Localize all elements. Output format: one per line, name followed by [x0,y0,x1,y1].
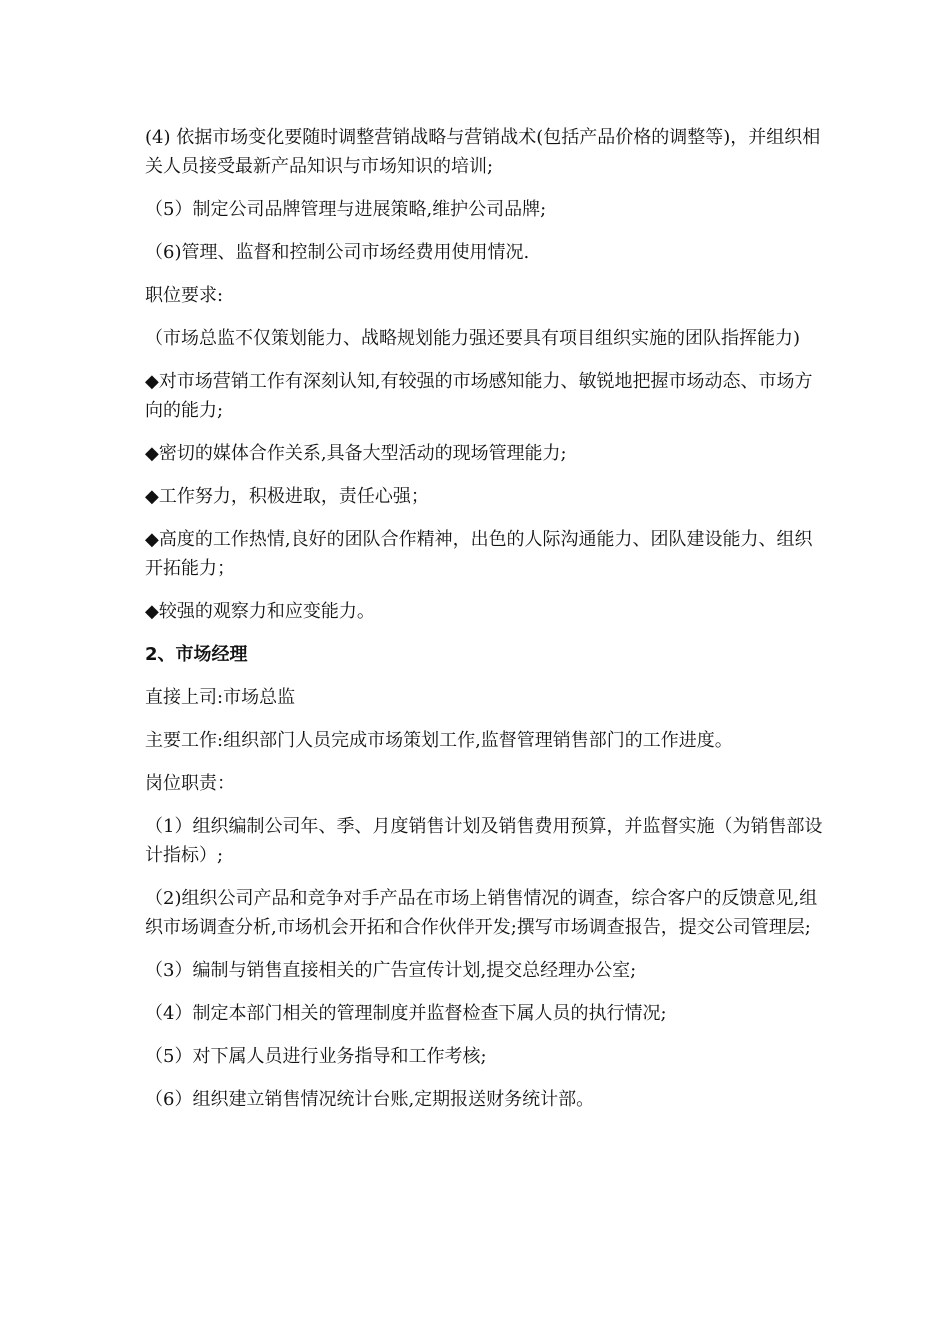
paragraph-requirements-label: 职位要求: [145,285,224,306]
bullet-item-4: ◆高度的工作热情,良好的团队合作精神，出色的人际沟通能力、团队建设能力、组织开拓能力； [145,529,813,579]
paragraph-main-work: 主要工作:组织部门人员完成市场策划工作,监督管理销售部门的工作进度。 [145,730,733,751]
paragraph-manager-duty-6: （6）组织建立销售情况统计台账,定期报送财务统计部。 [145,1089,595,1110]
paragraph-duty-6: （6)管理、监督和控制公司市场经费用使用情况. [145,242,530,263]
bullet-item-5: ◆较强的观察力和应变能力。 [145,601,375,622]
paragraph-manager-duty-1: （1）组织编制公司年、季、月度销售计划及销售费用预算，并监督实施（为销售部设计指标）; [145,816,823,866]
paragraph-duties-label: 岗位职责： [145,773,235,794]
paragraph-duty-5: （5）制定公司品牌管理与进展策略,维护公司品牌; [145,199,547,220]
paragraph-manager-duty-5: （5）对下属人员进行业务指导和工作考核; [145,1046,487,1067]
bullet-item-1: ◆对市场营销工作有深刻认知,有较强的市场感知能力、敏锐地把握市场动态、市场方向的能力; [145,371,813,421]
bullet-item-2: ◆密切的媒体合作关系,具备大型活动的现场管理能力; [145,443,567,464]
section-heading: 2、市场经理 [145,644,248,665]
document-body [145,123,825,1128]
paragraph-requirements-note: （市场总监不仅策划能力、战略规划能力强还要具有项目组织实施的团队指挥能力) [145,328,801,349]
paragraph-manager-duty-2: （2)组织公司产品和竞争对手产品在市场上销售情况的调查，综合客户的反馈意见,组织市场调查分析,市场机会开拓和合作伙伴开发;撰写市场调查报告，提交公司管理层; [145,888,818,938]
paragraph-manager-duty-3: （3）编制与销售直接相关的广告宣传计划,提交总经理办公室; [145,960,637,981]
paragraph-manager-duty-4: （4）制定本部门相关的管理制度并监督检查下属人员的执行情况; [145,1003,667,1024]
paragraph-supervisor: 直接上司:市场总监 [145,687,296,708]
bullet-item-3: ◆工作努力，积极进取，责任心强； [145,486,429,507]
paragraph-duty-4: (4) 依据市场变化要随时调整营销战略与营销战术(包括产品价格的调整等)，并组织相关人员接受最新产品知识与市场知识的培训; [145,127,821,177]
